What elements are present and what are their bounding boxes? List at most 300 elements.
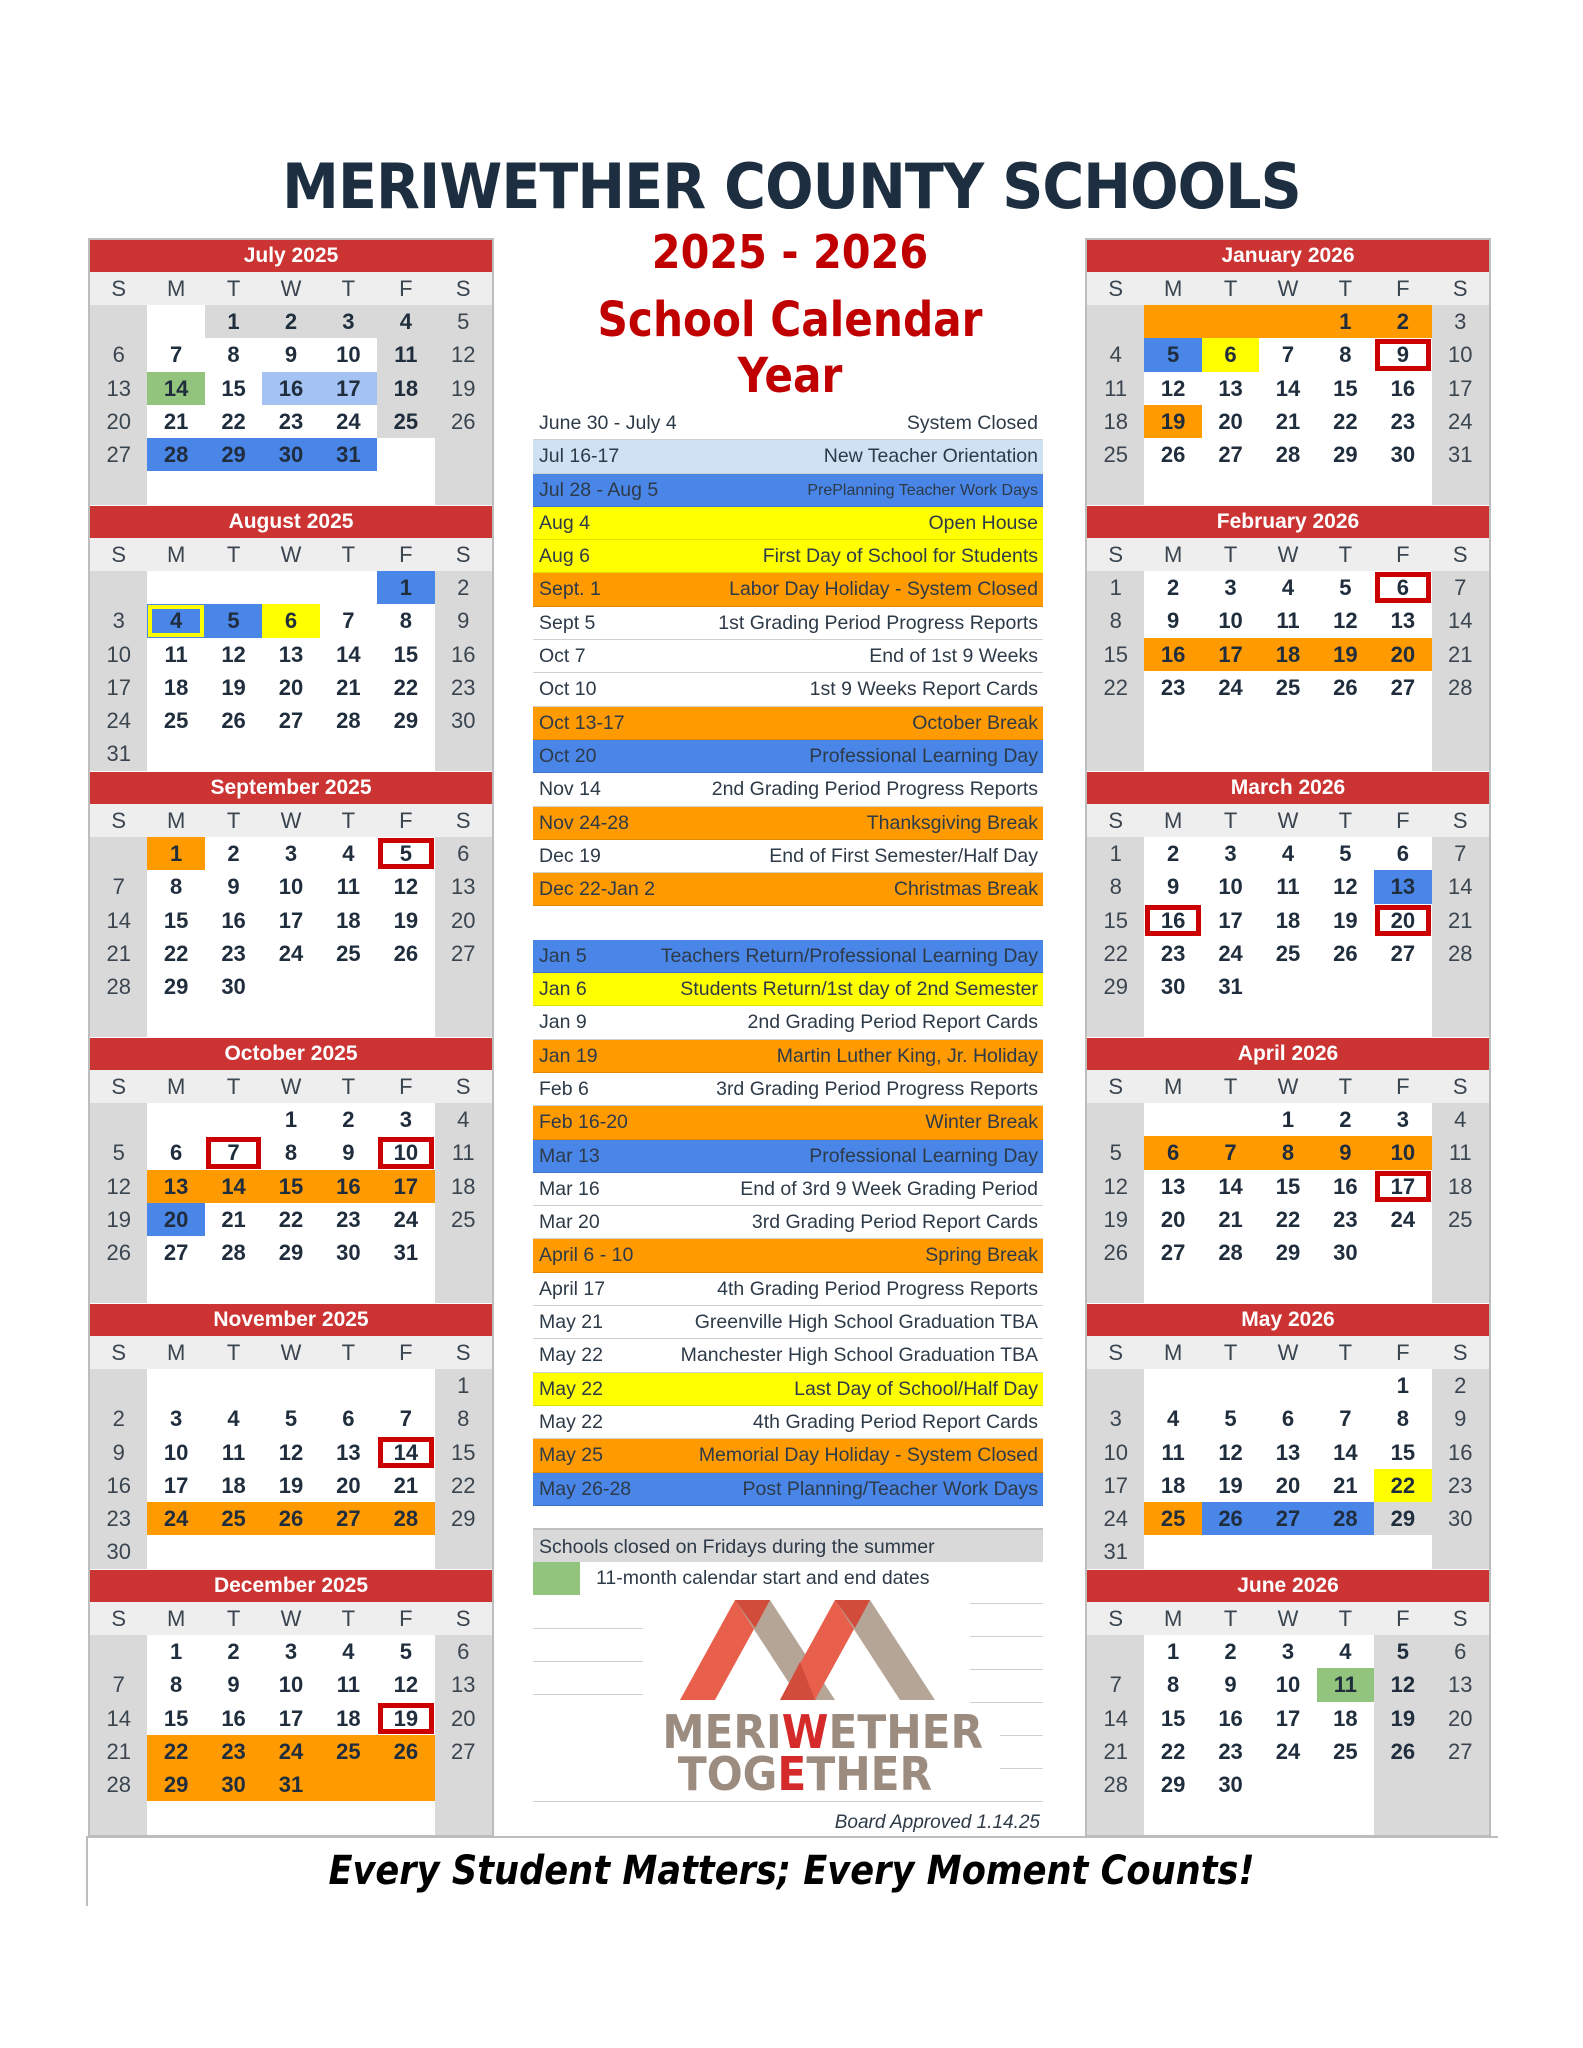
divider xyxy=(1000,1735,1043,1736)
event-label: End of First Semester/Half Day xyxy=(769,844,1038,867)
calendar-day-empty xyxy=(1432,704,1489,737)
weekday-header: S xyxy=(1108,1340,1124,1365)
calendar-day-empty xyxy=(1317,1535,1374,1568)
week-grid xyxy=(1087,1635,1489,1835)
calendar-day-empty xyxy=(1259,305,1316,338)
calendar-day: 14 xyxy=(1202,1170,1259,1203)
calendar-day: 24 xyxy=(377,1203,434,1236)
week-row xyxy=(90,1136,492,1169)
calendar-day: 14 xyxy=(1259,372,1316,405)
calendar-day: 7 xyxy=(1317,1402,1374,1435)
calendar-day: 7 xyxy=(1432,837,1489,870)
calendar-day: 5 xyxy=(1317,571,1374,604)
calendar-day: 13 xyxy=(435,870,492,903)
calendar-day-empty xyxy=(1087,305,1144,338)
week-row xyxy=(90,870,492,903)
divider xyxy=(970,1636,1043,1637)
week-grid xyxy=(90,1635,492,1835)
calendar-day: 22 xyxy=(1259,1203,1316,1236)
weekday-header: W xyxy=(1277,1074,1299,1099)
calendar-day: 13 xyxy=(262,638,319,671)
week-row xyxy=(1087,405,1489,438)
calendar-day: 20 xyxy=(1202,405,1259,438)
calendar-day-empty xyxy=(1432,1236,1489,1269)
weekday-header: T xyxy=(1223,1606,1238,1631)
weekday-header: M xyxy=(166,1606,186,1631)
frame-edge xyxy=(86,1836,88,1906)
calendar-day: 17 xyxy=(377,1170,434,1203)
calendar-day-empty xyxy=(377,438,434,471)
calendar-day: 30 xyxy=(205,1768,262,1801)
calendar-day: 22 xyxy=(147,937,204,970)
calendar-day-empty xyxy=(377,1369,434,1402)
calendar-day: 20 xyxy=(147,1203,204,1236)
calendar-day: 26 xyxy=(1202,1502,1259,1535)
calendar-day: 10 xyxy=(90,638,147,671)
week-row xyxy=(90,1668,492,1701)
calendar-day: 7 xyxy=(1087,1668,1144,1701)
calendar-day-empty xyxy=(1087,737,1144,770)
calendar-day: 26 xyxy=(1317,937,1374,970)
calendar-day: 20 xyxy=(1432,1702,1489,1735)
calendar-day: 5 xyxy=(90,1136,147,1169)
calendar-day: 5 xyxy=(1202,1402,1259,1435)
event-date: Sept. 1 xyxy=(539,578,601,601)
calendar-day: 26 xyxy=(377,937,434,970)
month-november-2025 xyxy=(90,1304,492,1569)
weekday-header: W xyxy=(280,1340,302,1365)
calendar-day: 28 xyxy=(1432,671,1489,704)
week-grid xyxy=(90,837,492,1037)
event-row xyxy=(533,640,1043,673)
event-date: Jul 16-17 xyxy=(539,445,620,468)
calendar-day: 30 xyxy=(435,704,492,737)
calendar-day: 12 xyxy=(435,338,492,371)
week-row xyxy=(1087,471,1489,504)
calendar-day: 6 xyxy=(1202,338,1259,371)
calendar-day: 27 xyxy=(435,937,492,970)
calendar-day: 12 xyxy=(1317,870,1374,903)
weekday-header: T xyxy=(226,1606,241,1631)
calendar-day-empty xyxy=(435,1535,492,1568)
weekday-header-row xyxy=(90,804,492,837)
calendar-day: 11 xyxy=(1317,1668,1374,1701)
week-row xyxy=(90,1170,492,1203)
month-february-2026 xyxy=(1087,506,1489,771)
calendar-day: 22 xyxy=(147,1735,204,1768)
event-label: October Break xyxy=(912,711,1038,734)
calendar-day: 21 xyxy=(1432,638,1489,671)
weekday-header: T xyxy=(1338,276,1353,301)
events-list xyxy=(533,407,1043,1506)
calendar-day: 4 xyxy=(1259,837,1316,870)
calendar-day-empty xyxy=(435,1269,492,1302)
calendar-day-empty xyxy=(262,1535,319,1568)
calendar-day: 18 xyxy=(1432,1170,1489,1203)
calendar-day: 3 xyxy=(1202,837,1259,870)
month-header: March 2026 xyxy=(1087,772,1489,804)
week-row xyxy=(90,937,492,970)
calendar-day: 2 xyxy=(1144,837,1201,870)
calendar-day-empty xyxy=(1317,1801,1374,1834)
weekday-header: S xyxy=(1452,1606,1468,1631)
calendar-day: 25 xyxy=(1087,438,1144,471)
calendar-day: 24 xyxy=(262,937,319,970)
calendar-day: 17 xyxy=(262,904,319,937)
calendar-day: 31 xyxy=(90,737,147,770)
calendar-day: 5 xyxy=(1374,1635,1431,1668)
week-row xyxy=(1087,1735,1489,1768)
event-spacer xyxy=(533,906,1043,939)
weekday-header: F xyxy=(1396,542,1410,567)
calendar-day-empty xyxy=(262,1003,319,1036)
calendar-day: 3 xyxy=(320,305,377,338)
event-date: May 25 xyxy=(539,1444,603,1467)
event-label: 1st Grading Period Progress Reports xyxy=(718,611,1038,634)
event-label: Last Day of School/Half Day xyxy=(794,1377,1038,1400)
calendar-day: 6 xyxy=(262,604,319,637)
page-title: MERIWETHER COUNTY SCHOOLS xyxy=(282,150,1301,223)
calendar-day-empty xyxy=(435,970,492,1003)
week-grid xyxy=(90,305,492,505)
weekday-header: S xyxy=(455,1074,471,1099)
calendar-day: 15 xyxy=(1087,638,1144,671)
weekday-header: T xyxy=(226,1340,241,1365)
calendar-day-empty xyxy=(205,1801,262,1834)
calendar-day: 23 xyxy=(1202,1735,1259,1768)
event-row xyxy=(533,1273,1043,1306)
calendar-day-empty xyxy=(1202,1269,1259,1302)
event-date: May 26-28 xyxy=(539,1477,632,1500)
event-label: PrePlanning Teacher Work Days xyxy=(807,481,1038,499)
calendar-day: 1 xyxy=(147,837,204,870)
event-row xyxy=(533,973,1043,1006)
calendar-day: 3 xyxy=(147,1402,204,1435)
calendar-day: 10 xyxy=(262,1668,319,1701)
calendar-day: 8 xyxy=(205,338,262,371)
weekday-header: S xyxy=(455,1340,471,1365)
calendar-day: 10 xyxy=(1374,1136,1431,1169)
calendar-day: 2 xyxy=(1144,571,1201,604)
calendar-day: 30 xyxy=(90,1535,147,1568)
calendar-day-empty xyxy=(1144,1801,1201,1834)
event-date: April 17 xyxy=(539,1277,606,1300)
calendar-day: 24 xyxy=(90,704,147,737)
month-header: June 2026 xyxy=(1087,1570,1489,1602)
green-swatch-icon xyxy=(533,1562,580,1595)
calendar-day-empty xyxy=(320,1369,377,1402)
calendar-day: 28 xyxy=(320,704,377,737)
calendar-day: 31 xyxy=(262,1768,319,1801)
calendar-day-empty xyxy=(90,1635,147,1668)
divider xyxy=(533,1694,643,1695)
calendar-day: 29 xyxy=(377,704,434,737)
event-date: Mar 16 xyxy=(539,1177,600,1200)
week-row xyxy=(1087,1668,1489,1701)
calendar-day: 28 xyxy=(147,438,204,471)
calendar-day: 19 xyxy=(1202,1469,1259,1502)
week-grid xyxy=(90,571,492,771)
calendar-day: 22 xyxy=(377,671,434,704)
calendar-day: 13 xyxy=(1374,604,1431,637)
divider xyxy=(533,1628,643,1629)
calendar-day-empty xyxy=(320,1003,377,1036)
weekday-header: M xyxy=(1163,276,1183,301)
calendar-day: 17 xyxy=(90,671,147,704)
month-header: August 2025 xyxy=(90,506,492,538)
calendar-day: 5 xyxy=(1317,837,1374,870)
calendar-day-empty xyxy=(377,471,434,504)
school-year-range: 2025 - 2026 xyxy=(651,225,929,279)
event-row xyxy=(533,1006,1043,1039)
week-row xyxy=(90,1735,492,1768)
calendar-day: 28 xyxy=(1202,1236,1259,1269)
calendar-day: 17 xyxy=(147,1469,204,1502)
calendar-day: 10 xyxy=(320,338,377,371)
week-row xyxy=(1087,438,1489,471)
weekday-header: T xyxy=(341,1606,356,1631)
calendar-day-empty xyxy=(1317,1768,1374,1801)
calendar-day-empty xyxy=(262,1269,319,1302)
calendar-day-empty xyxy=(90,837,147,870)
calendar-day: 16 xyxy=(1144,904,1201,937)
event-label: System Closed xyxy=(906,412,1038,434)
calendar-day: 13 xyxy=(1259,1436,1316,1469)
event-date: May 22 xyxy=(539,1344,603,1367)
calendar-day-empty xyxy=(1432,1801,1489,1834)
event-label: Thanksgiving Break xyxy=(866,811,1038,834)
calendar-day: 28 xyxy=(90,1768,147,1801)
week-row xyxy=(1087,1003,1489,1036)
calendar-day-empty xyxy=(435,1801,492,1834)
calendar-day: 20 xyxy=(1259,1469,1316,1502)
week-row xyxy=(90,1535,492,1568)
event-label: Professional Learning Day xyxy=(809,744,1038,767)
calendar-day-empty xyxy=(320,1768,377,1801)
calendar-day-empty xyxy=(147,1369,204,1402)
calendar-column-right xyxy=(1085,238,1491,1836)
calendar-day: 30 xyxy=(1374,438,1431,471)
event-label: Winter Break xyxy=(925,1111,1038,1134)
calendar-day: 25 xyxy=(1317,1735,1374,1768)
weekday-header: S xyxy=(1108,542,1124,567)
calendar-day: 26 xyxy=(1317,671,1374,704)
legend xyxy=(533,1528,1043,1595)
calendar-day: 11 xyxy=(147,638,204,671)
weekday-header: T xyxy=(1223,1340,1238,1365)
divider xyxy=(970,1669,1043,1670)
calendar-day: 21 xyxy=(1317,1469,1374,1502)
month-december-2025 xyxy=(90,1570,492,1835)
event-date: Nov 24-28 xyxy=(539,811,629,834)
calendar-day-empty xyxy=(1087,471,1144,504)
calendar-day: 17 xyxy=(1432,372,1489,405)
week-row xyxy=(1087,604,1489,637)
calendar-day: 9 xyxy=(1317,1136,1374,1169)
calendar-day: 28 xyxy=(1432,937,1489,970)
calendar-day: 15 xyxy=(147,1702,204,1735)
weekday-header-row xyxy=(1087,538,1489,571)
event-date: Aug 6 xyxy=(539,545,590,568)
event-row xyxy=(533,740,1043,773)
calendar-day-empty xyxy=(90,1269,147,1302)
calendar-day: 14 xyxy=(147,372,204,405)
calendar-day-empty xyxy=(1317,1269,1374,1302)
weekday-header: S xyxy=(455,1606,471,1631)
calendar-day: 12 xyxy=(1144,372,1201,405)
calendar-day: 9 xyxy=(205,870,262,903)
weekday-header: T xyxy=(341,542,356,567)
month-october-2025 xyxy=(90,1038,492,1303)
calendar-day: 19 xyxy=(1374,1702,1431,1735)
logo-word-together: TOGETHER xyxy=(677,1747,933,1801)
calendar-day: 4 xyxy=(1144,1402,1201,1435)
calendar-day: 26 xyxy=(205,704,262,737)
calendar-day: 2 xyxy=(205,1635,262,1668)
weekday-header-row xyxy=(90,1070,492,1103)
month-header: July 2025 xyxy=(90,240,492,272)
calendar-day: 30 xyxy=(205,970,262,1003)
calendar-day: 28 xyxy=(1317,1502,1374,1535)
calendar-day: 30 xyxy=(262,438,319,471)
week-row xyxy=(1087,1103,1489,1136)
calendar-day: 23 xyxy=(435,671,492,704)
calendar-day: 6 xyxy=(90,338,147,371)
calendar-day: 2 xyxy=(1317,1103,1374,1136)
week-row xyxy=(90,471,492,504)
weekday-header: T xyxy=(226,1074,241,1099)
calendar-day: 14 xyxy=(320,638,377,671)
calendar-day: 28 xyxy=(205,1236,262,1269)
calendar-day: 20 xyxy=(435,1702,492,1735)
event-row xyxy=(533,1106,1043,1139)
calendar-day: 25 xyxy=(147,704,204,737)
calendar-day-empty xyxy=(147,1535,204,1568)
calendar-day: 27 xyxy=(1432,1735,1489,1768)
calendar-day: 12 xyxy=(1202,1436,1259,1469)
calendar-day: 23 xyxy=(205,1735,262,1768)
calendar-day: 31 xyxy=(377,1236,434,1269)
calendar-day: 13 xyxy=(435,1668,492,1701)
calendar-day-empty xyxy=(1317,970,1374,1003)
calendar-day: 30 xyxy=(320,1236,377,1269)
event-row xyxy=(533,1140,1043,1173)
event-label: Students Return/1st day of 2nd Semester xyxy=(680,978,1038,1001)
weekday-header: T xyxy=(341,1074,356,1099)
week-row xyxy=(1087,571,1489,604)
event-row xyxy=(533,707,1043,740)
event-label: Martin Luther King, Jr. Holiday xyxy=(776,1044,1038,1067)
calendar-day: 18 xyxy=(320,904,377,937)
calendar-day: 24 xyxy=(262,1735,319,1768)
calendar-day: 30 xyxy=(1317,1236,1374,1269)
calendar-day: 19 xyxy=(205,671,262,704)
calendar-day: 11 xyxy=(205,1436,262,1469)
calendar-day-empty xyxy=(205,471,262,504)
calendar-day-empty xyxy=(1317,737,1374,770)
event-row xyxy=(533,1206,1043,1239)
weekday-header: T xyxy=(1338,1606,1353,1631)
weekday-header: F xyxy=(399,1606,413,1631)
calendar-day: 27 xyxy=(1374,937,1431,970)
divider xyxy=(1000,1768,1043,1769)
week-row xyxy=(90,1469,492,1502)
calendar-day-empty xyxy=(1432,1535,1489,1568)
calendar-day: 15 xyxy=(147,904,204,937)
divider xyxy=(533,1801,1043,1802)
week-grid xyxy=(1087,305,1489,505)
calendar-day: 9 xyxy=(1202,1668,1259,1701)
calendar-day: 19 xyxy=(1317,904,1374,937)
calendar-day: 23 xyxy=(1317,1203,1374,1236)
event-row xyxy=(533,607,1043,640)
calendar-day: 17 xyxy=(320,372,377,405)
calendar-day: 19 xyxy=(262,1469,319,1502)
week-row xyxy=(1087,970,1489,1003)
calendar-day-empty xyxy=(205,1003,262,1036)
week-row xyxy=(1087,1136,1489,1169)
calendar-day: 25 xyxy=(1259,937,1316,970)
calendar-day: 6 xyxy=(1432,1635,1489,1668)
event-row xyxy=(533,1040,1043,1073)
week-row xyxy=(1087,937,1489,970)
week-row xyxy=(90,405,492,438)
event-date: Oct 10 xyxy=(539,678,597,701)
event-date: Feb 16-20 xyxy=(539,1111,628,1134)
calendar-day: 27 xyxy=(1144,1236,1201,1269)
calendar-day: 26 xyxy=(90,1236,147,1269)
weekday-header: F xyxy=(399,1340,413,1365)
calendar-day: 30 xyxy=(1144,970,1201,1003)
calendar-day: 9 xyxy=(1432,1402,1489,1435)
month-september-2025 xyxy=(90,772,492,1037)
weekday-header: T xyxy=(1223,1074,1238,1099)
weekday-header: M xyxy=(166,542,186,567)
calendar-day: 31 xyxy=(1087,1535,1144,1568)
calendar-day: 15 xyxy=(262,1170,319,1203)
calendar-day: 1 xyxy=(1144,1635,1201,1668)
event-row xyxy=(533,1406,1043,1439)
calendar-day: 5 xyxy=(1087,1136,1144,1169)
calendar-day: 3 xyxy=(90,604,147,637)
calendar-day: 29 xyxy=(1259,1236,1316,1269)
calendar-day: 19 xyxy=(1087,1203,1144,1236)
calendar-day: 18 xyxy=(205,1469,262,1502)
calendar-day: 10 xyxy=(262,870,319,903)
calendar-day: 2 xyxy=(320,1103,377,1136)
calendar-day: 26 xyxy=(377,1735,434,1768)
calendar-day: 14 xyxy=(377,1436,434,1469)
calendar-day: 17 xyxy=(1374,1170,1431,1203)
calendar-day-empty xyxy=(262,1369,319,1402)
event-label: End of 1st 9 Weeks xyxy=(869,645,1038,668)
weekday-header: W xyxy=(280,1606,302,1631)
event-date: Nov 14 xyxy=(539,778,601,801)
month-july-2025 xyxy=(90,240,492,505)
week-row xyxy=(1087,1502,1489,1535)
weekday-header: F xyxy=(1396,1606,1410,1631)
weekday-header: F xyxy=(399,276,413,301)
calendar-day-empty xyxy=(262,737,319,770)
calendar-day: 8 xyxy=(147,870,204,903)
weekday-header: F xyxy=(1396,276,1410,301)
calendar-day-empty xyxy=(1432,970,1489,1003)
calendar-day: 15 xyxy=(435,1436,492,1469)
calendar-day-empty xyxy=(1144,1269,1201,1302)
calendar-day: 1 xyxy=(1317,305,1374,338)
calendar-day: 16 xyxy=(1432,1436,1489,1469)
calendar-day: 7 xyxy=(147,338,204,371)
